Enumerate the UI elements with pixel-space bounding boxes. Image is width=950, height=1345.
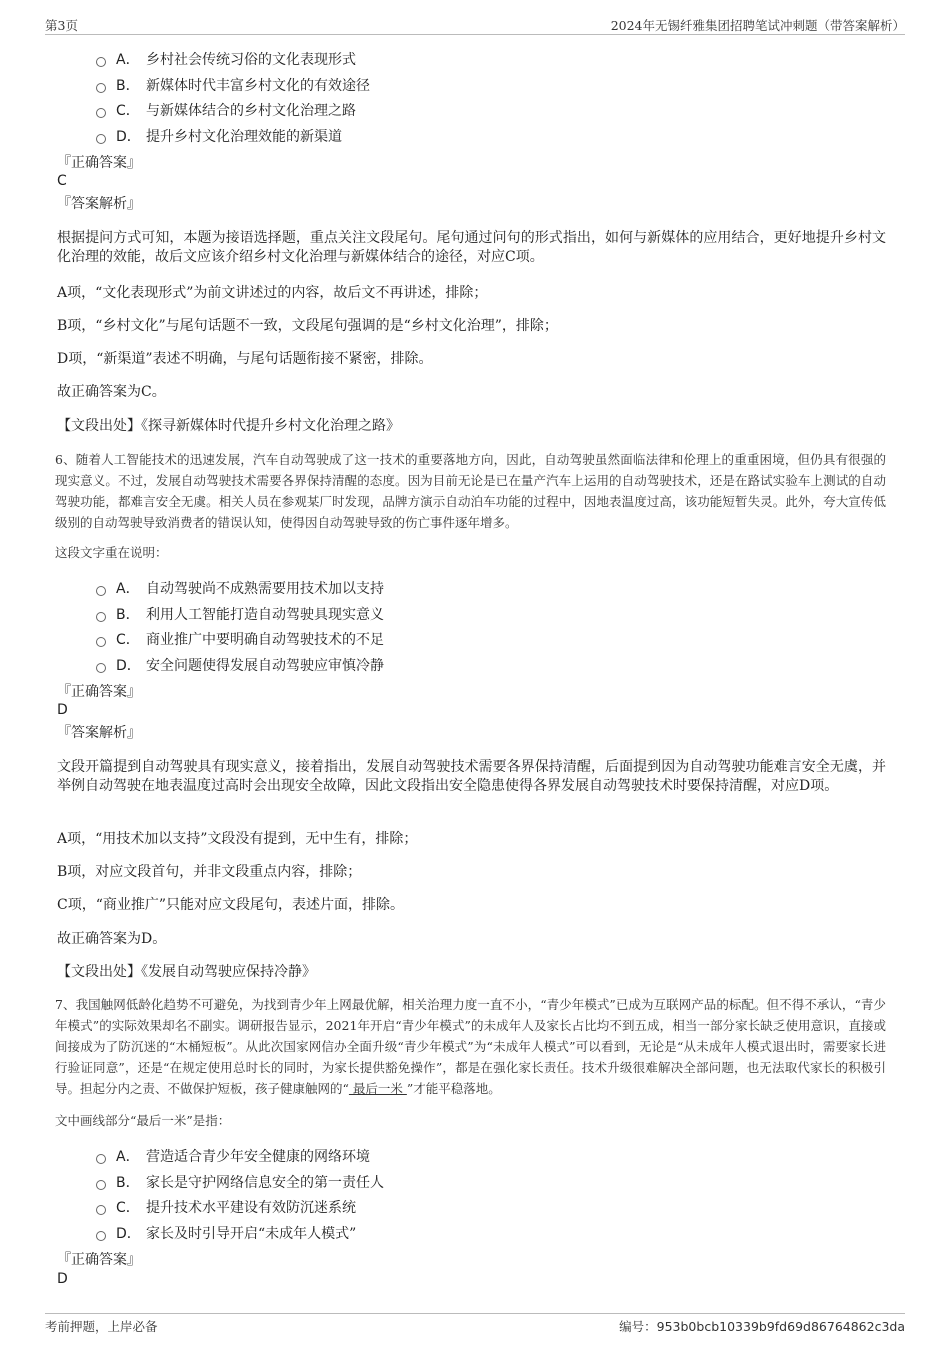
q6-option-c[interactable]: C． 商业推广中要明确自动驾驶技术的不足 [96, 629, 384, 649]
q5-option-c[interactable]: C． 与新媒体结合的乡村文化治理之路 [96, 100, 356, 120]
q5-answer: C [57, 173, 67, 189]
radio-icon[interactable] [96, 637, 106, 647]
q6-answer: D [57, 702, 68, 718]
q7-option-c[interactable]: C． 提升技术水平建设有效防沉迷系统 [96, 1197, 356, 1217]
q7-option-b[interactable]: B． 家长是守护网络信息安全的第一责任人 [96, 1172, 384, 1192]
q6-question: 6、随着人工智能技术的迅速发展，汽车自动驾驶成了这一技术的重要落地方向，因此，自动驾驶虽然面临法律和伦理上的重重困境，但仍具有很强的现实意义。不过，发展自动驾驶技术需要各界保持清醒的态度。因为目前无论是已在量产汽车上运用的自动驾驶技术，还是在路试实验车上测试的自动驾驶功能，都难言安全无虞。相关人员在参观某厂时发现，品牌方演示自动泊车功能的过程中，因地表温度过高，该功能短暂失灵。此外，夸大宣传低级别的自动驾驶导致消费者的错误认知，使得因自动驾驶导致的伤亡事件逐年增多。 [55, 452, 886, 530]
q6-option-a[interactable]: A． 自动驾驶尚不成熟需要用技术加以支持 [96, 578, 384, 598]
q6-analysis-label: 『答案解析』 [57, 725, 141, 741]
q5-point-a: A项，“文化表现形式”为前文讲述过的内容，故后文不再讲述，排除； [57, 285, 488, 301]
radio-icon[interactable] [96, 612, 106, 622]
radio-icon[interactable] [96, 586, 106, 596]
radio-icon[interactable] [96, 134, 106, 144]
radio-icon[interactable] [96, 1231, 106, 1241]
q7-question: 7、我国触网低龄化趋势不可避免，为找到青少年上网最优解，相关治理力度一直不小，“青少年模式”已成为互联网产品的标配。但不得不承认，“青少年模式”的实际效果却名不副实。调研报告显示，2021年开启“青少年模式”的未成年人及家长占比均不到五成，相当一部分家长缺乏使用意识，直接或间接成为了防沉迷的“木桶短板”。从此次国家网信办全面升级“青少年模式”为“未成年人模式”可以看到，无论是“从未成年人模式退出时，需要家长进行验证同意”，还是“在规定使用总时长的同时，为家长提供豁免操作”，都是在强化家长责任。技术升级很难解决全部问题，也无法取代家长的积极引导。担起分内之责、不做保护短板，孩子健康触网的“ 最后一米 ”才能平稳落地。 [55, 997, 886, 1096]
q6-point-c: C项，“商业推广”只能对应文段尾句，表述片面，排除。 [57, 897, 405, 913]
radio-icon[interactable] [96, 108, 106, 118]
q7-prompt: 文中画线部分“最后一米”是指： [55, 1113, 231, 1128]
document-title: 2024年无锡纤雅集团招聘笔试冲刺题（带答案解析） [610, 18, 905, 33]
q6-option-b[interactable]: B． 利用人工智能打造自动驾驶具现实意义 [96, 604, 384, 624]
radio-icon[interactable] [96, 663, 106, 673]
footer-code: 编号：953b0bcb10339b9fd69d86764862c3da [619, 1319, 905, 1334]
page-number: 第3页 [45, 18, 78, 33]
q7-option-d[interactable]: D． 家长及时引导开启“未成年人模式” [96, 1223, 356, 1243]
q5-point-b: B项，“乡村文化”与尾句话题不一致，文段尾句强调的是“乡村文化治理”，排除； [57, 318, 558, 334]
q5-correct-label: 『正确答案』 [57, 155, 141, 171]
footer-slogan: 考前押题，上岸必备 [45, 1319, 158, 1334]
radio-icon[interactable] [96, 1205, 106, 1215]
q7-answer: D [57, 1271, 68, 1287]
page-footer [45, 1313, 905, 1336]
q7-underlined-phrase: 最后一米 [348, 1081, 407, 1096]
q5-analysis: 根据提问方式可知，本题为接语选择题，重点关注文段尾句。尾句通过问句的形式指出，如何与新媒体的应用结合，更好地提升乡村文化治理的效能，故后文应该介绍乡村文化治理与新媒体结合的途径，对应C项。 [57, 230, 886, 265]
q7-option-a[interactable]: A． 营造适合青少年安全健康的网络环境 [96, 1146, 370, 1166]
radio-icon[interactable] [96, 1180, 106, 1190]
q6-point-b: B项，对应文段首句，并非文段重点内容，排除； [57, 864, 362, 880]
q6-analysis: 文段开篇提到自动驾驶具有现实意义，接着指出，发展自动驾驶技术需要各界保持清醒，后面提到因为自动驾驶功能难言安全无虞，并举例自动驾驶在地表温度过高时会出现安全故障，因此文段指出安全隐患使得各界发展自动驾驶技术时要保持清醒，对应D项。 [57, 759, 886, 794]
q6-source: 【文段出处】《发展自动驾驶应保持冷静》 [57, 964, 316, 980]
q5-analysis-label: 『答案解析』 [57, 196, 141, 212]
page-header [45, 14, 905, 35]
q5-point-d: D项，“新渠道”表述不明确，与尾句话题衔接不紧密，排除。 [57, 351, 433, 367]
q5-option-b[interactable]: B． 新媒体时代丰富乡村文化的有效途径 [96, 75, 370, 95]
q6-option-d[interactable]: D． 安全问题使得发展自动驾驶应审慎冷静 [96, 655, 384, 675]
q6-conclusion: 故正确答案为D。 [57, 931, 167, 947]
q5-option-a[interactable]: A． 乡村社会传统习俗的文化表现形式 [96, 49, 356, 69]
q7-correct-label: 『正确答案』 [57, 1252, 141, 1268]
radio-icon[interactable] [96, 57, 106, 67]
q6-prompt: 这段文字重在说明： [55, 545, 168, 560]
radio-icon[interactable] [96, 1154, 106, 1164]
q6-correct-label: 『正确答案』 [57, 684, 141, 700]
q5-conclusion: 故正确答案为C。 [57, 384, 166, 400]
q5-source: 【文段出处】《探寻新媒体时代提升乡村文化治理之路》 [57, 418, 400, 434]
radio-icon[interactable] [96, 83, 106, 93]
q6-point-a: A项，“用技术加以支持”文段没有提到，无中生有，排除； [57, 831, 418, 847]
q5-option-d[interactable]: D． 提升乡村文化治理效能的新渠道 [96, 126, 342, 146]
